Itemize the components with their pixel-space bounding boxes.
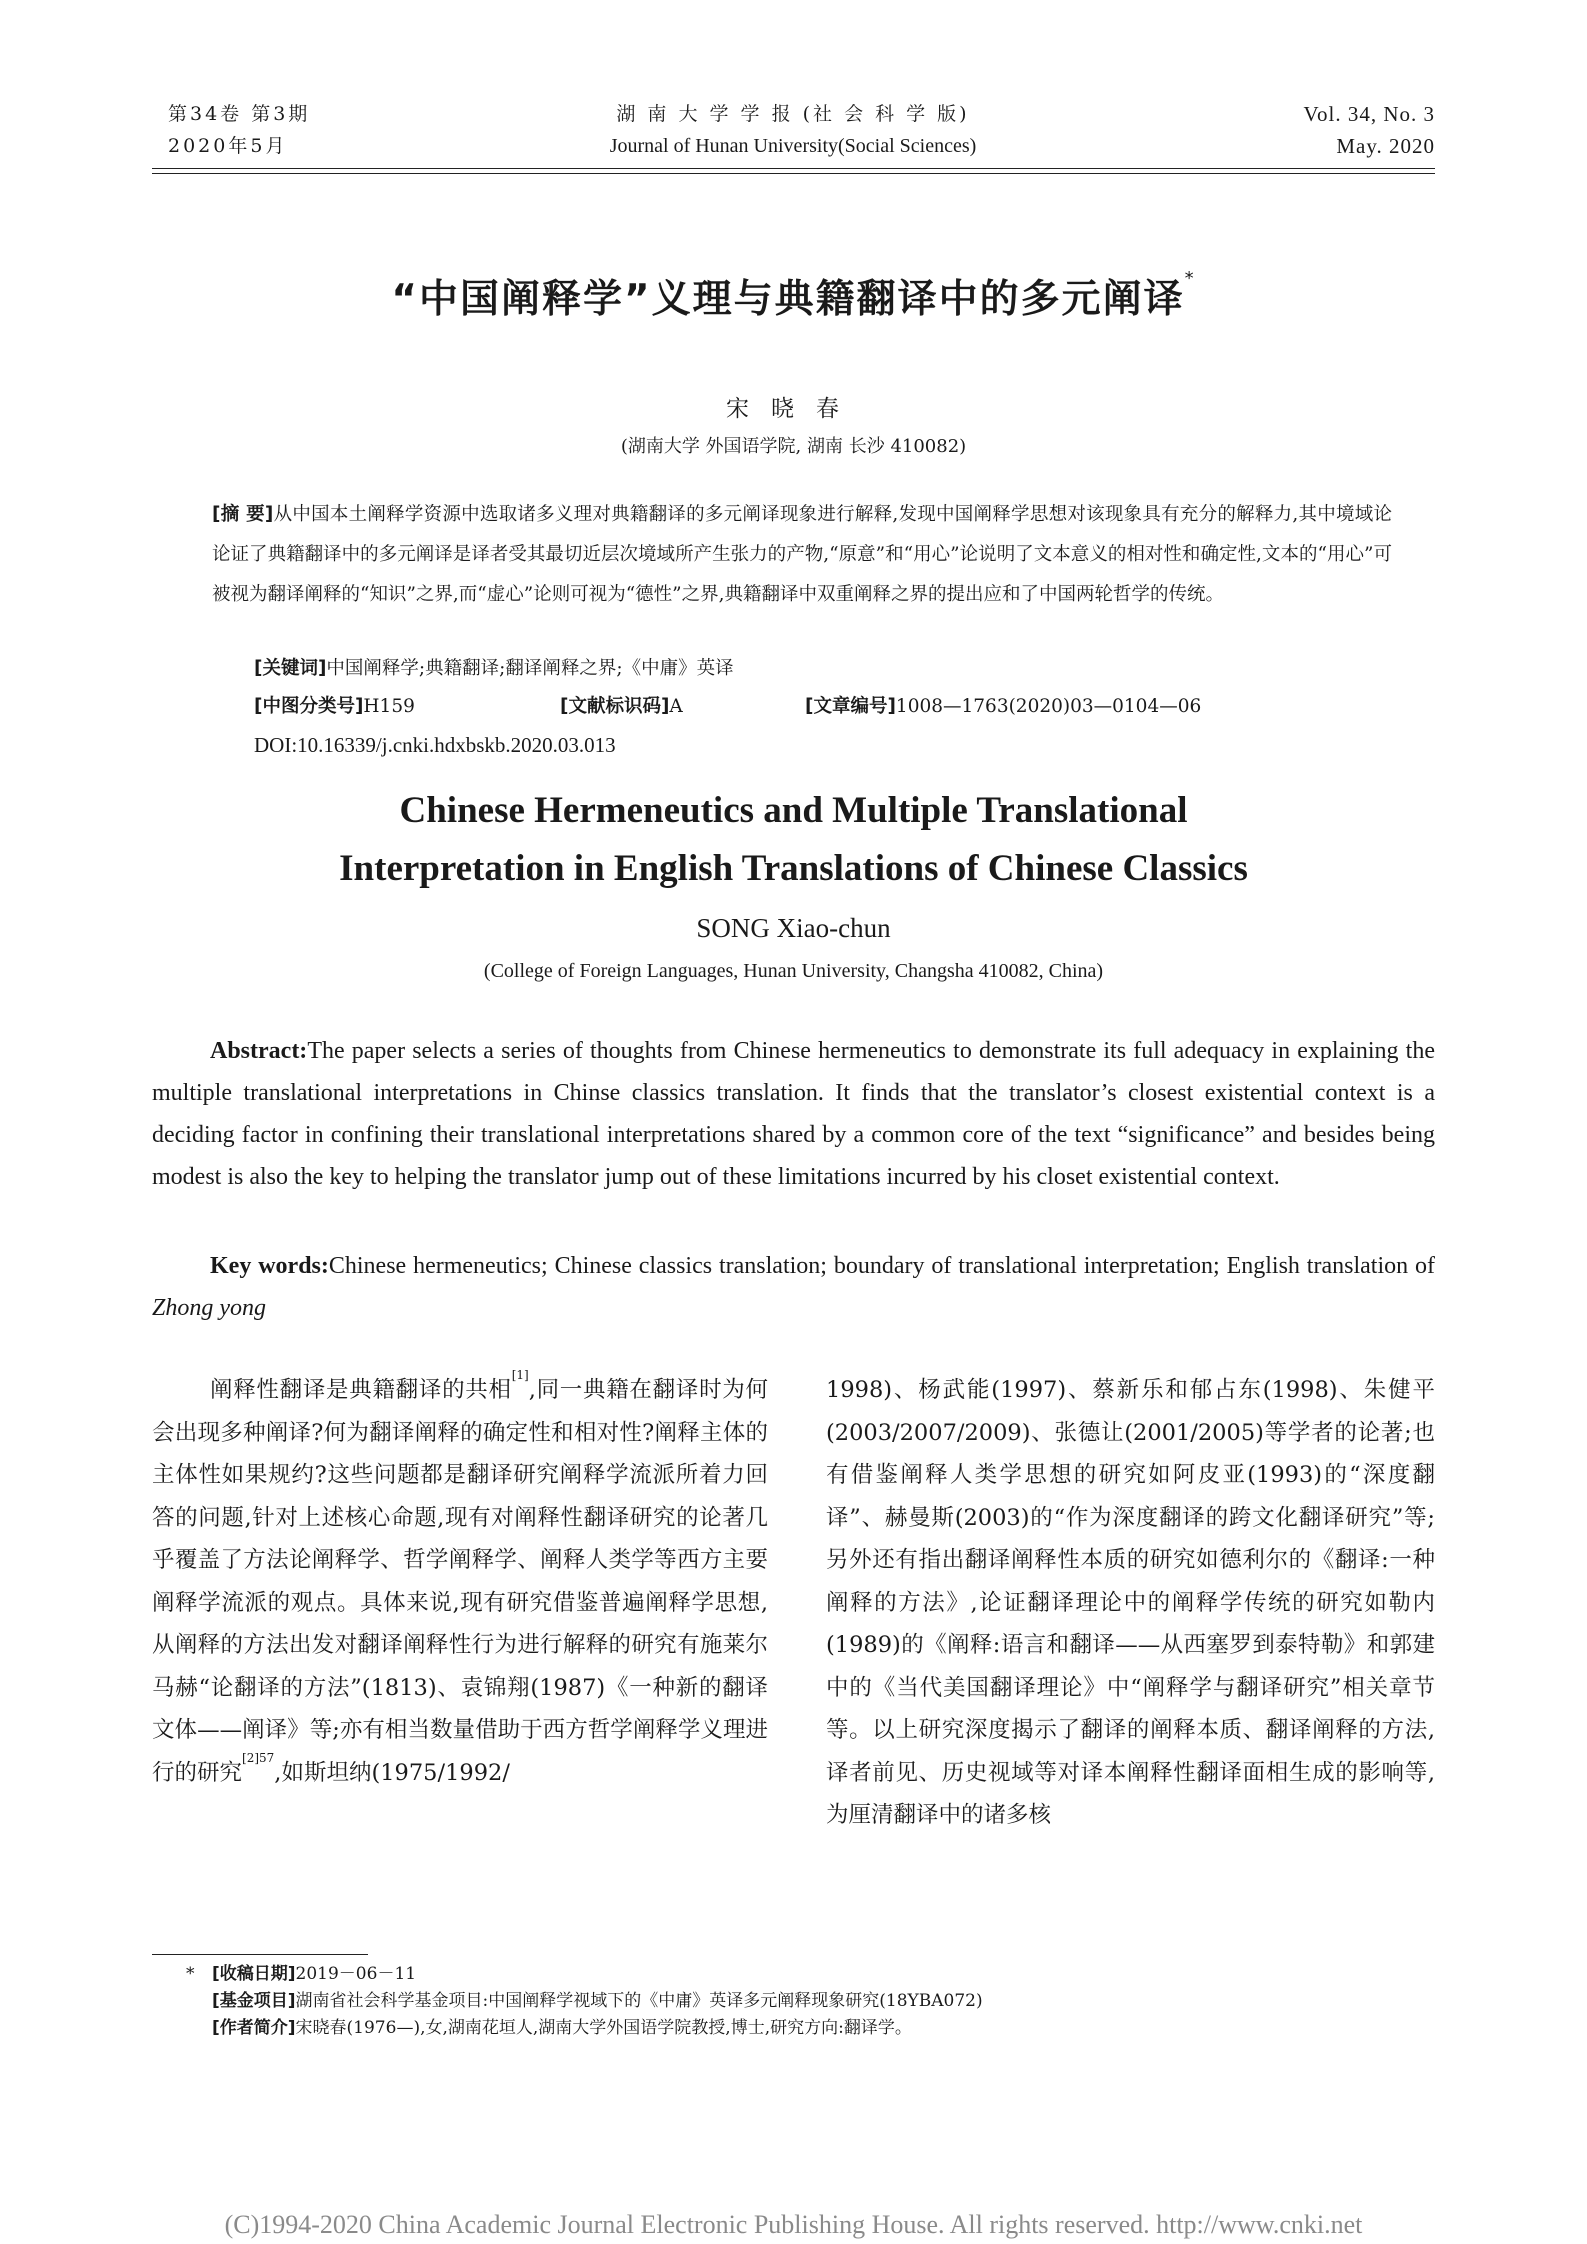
body-right-text: 1998)、杨武能(1997)、蔡新乐和郁占东(1998)、朱健平(2003/2007/2009)、张德让(2001/2005)等学者的论著;也有借鉴阐释人类学思想的研究如阿皮亚(1993)的“深度翻译”、赫曼斯(2003)的“作为深度翻译的跨文化翻译研究”等;另外还有指出翻译阐释性本质的研究如德利尔的《翻译:一种阐释的方法》,论证翻译理论中的阐释学传统的研究如勒内(1989)的《阐释:语言和翻译——从西塞罗到泰特勒》和郭建中的《当代美国翻译理论》中“阐释学与翻译研究”相关章节等。以上研究深度揭示了翻译的阐释本质、翻译阐释的方法,译者前见、历史视域等对译本阐释性翻译面相生成的影响等,为厘清翻译中的诸多核 — [826, 1377, 1435, 1828]
title-footnote-mark[interactable]: * — [1184, 268, 1196, 289]
keywords-cn-label: [关键词] — [254, 658, 327, 679]
header-rule-2 — [152, 173, 1435, 174]
fund-label: [基金项目] — [212, 1991, 296, 2011]
keywords-en-text: Chinese hermeneutics; Chinese classics translation; boundary of translational interpretation; English translation of — [328, 1253, 1435, 1279]
fund-value: 湖南省社会科学基金项目:中国阐释学视域下的《中庸》英译多元阐释现象研究(18YBA072) — [295, 1991, 983, 2011]
journal-name-en: Journal of Hunan University(Social Sciences) — [609, 135, 977, 157]
abstract-cn — [212, 495, 1392, 615]
article-number-row — [805, 689, 1201, 725]
footnote-received — [212, 1961, 416, 1988]
abstract-en — [152, 1030, 1435, 1198]
body-left-a: 阐释性翻译是典籍翻译的共相 — [210, 1377, 512, 1403]
footnote-rule — [152, 1954, 368, 1955]
volume-issue: 第34卷 第3期 — [168, 103, 311, 125]
header-rule — [152, 168, 1435, 169]
issue-date: 2020年5月 — [168, 135, 288, 157]
affiliation-en: (College of Foreign Languages, Hunan University, Changsha 410082, China) — [483, 960, 1104, 982]
article-number-value: 1008—1763(2020)03—0104—06 — [895, 696, 1202, 717]
body-left-c: ,如斯坦纳(1975/1992/ — [274, 1759, 510, 1786]
affiliation-cn: (湖南大学 外国语学院, 湖南 长沙 410082) — [620, 436, 967, 457]
doc-code-value: A — [669, 696, 683, 717]
title-en-line1: Chinese Hermeneutics and Multiple Translational — [399, 790, 1188, 831]
journal-issue-info-en — [1304, 98, 1435, 162]
body-column-left — [152, 1369, 768, 1794]
author-name-en: SONG Xiao-chun — [696, 913, 891, 943]
keywords-en — [152, 1245, 1435, 1329]
doc-code-row — [560, 689, 683, 725]
keywords-en-italic: Zhong yong — [152, 1295, 266, 1321]
keywords-cn — [254, 651, 734, 687]
clc-label: [中图分类号] — [254, 696, 364, 717]
body-left-b: ,同一典籍在翻译时为何会出现多种阐译?何为翻译阐释的确定性和相对性?阐释主体的主体性如果规约?这些问题都是翻译研究阐释学流派所着力回答的问题,针对上述核心命题,现有对阐释性翻译研究的论著几乎覆盖了方法论阐释学、哲学阐释学、阐释人类学等西方主要阐释学流派的观点。具体来说,现有研究借鉴普遍阐释学思想,从阐释的方法出发对翻译阐释性行为进行解释的研究有施莱尔马赫“论翻译的方法”(1813)、袁锦翔(1987)《一种新的翻译文体——阐译》等;亦有相当数量借助于西方哲学阐释学义理进行的研究 — [152, 1377, 768, 1786]
title-cn-text: “中国阐释学”义理与典籍翻译中的多元阐译 — [391, 277, 1185, 322]
abstract-en-label: Abstract: — [210, 1038, 308, 1064]
volume-issue-en: Vol. 34, No. 3 — [1303, 102, 1435, 126]
body-column-right — [826, 1369, 1435, 1837]
bio-label: [作者简介] — [212, 2018, 296, 2038]
abstract-cn-text: 从中国本土阐释学资源中选取诸多义理对典籍翻译的多元阐译现象进行解释,发现中国阐释学思想对该现象具有充分的解释力,其中境域论论证了典籍翻译中的多元阐译是译者受其最切近层次境域所产生张力的产物,“原意”和“用心”论说明了文本意义的相对性和确定性,文本的“用心”可被视为翻译阐释的“知识”之界,而“虚心”论则可视为“德性”之界,典籍翻译中双重阐释之界的提出应和了中国两轮哲学的传统。 — [212, 504, 1392, 605]
bio-value: 宋晓春(1976—),女,湖南花垣人,湖南大学外国语学院教授,博士,研究方向:翻译学。 — [295, 2018, 912, 2038]
citation-ref-1[interactable]: [1] — [511, 1368, 529, 1382]
classification-row — [254, 689, 415, 725]
keywords-en-label: Key words: — [210, 1253, 329, 1279]
footnote-author-bio — [212, 2015, 912, 2042]
citation-ref-2[interactable]: [2]57 — [242, 1750, 275, 1765]
keywords-cn-text: 中国阐释学;典籍翻译;翻译阐释之界;《中庸》英译 — [326, 658, 734, 679]
abstract-en-text: The paper selects a series of thoughts from Chinese hermeneutics to demonstrate its full adequacy in explaining the multiple translational interpretations in Chinse classics translation. It finds that the translator’s closest existential context is a deciding factor in confining their translational interpretations shared by a common core of the text “significance” and besides being modest is also the key to helping the translator jump out of these limitations incurred by his closet existential context. — [152, 1038, 1435, 1190]
clc-value: H159 — [363, 696, 415, 717]
journal-name — [443, 98, 1143, 162]
journal-name-cn: 湖 南 大 学 学 报 (社 会 科 学 版) — [616, 103, 970, 125]
title-en-line2: Interpretation in English Translations of Chinese Classics — [339, 848, 1248, 889]
doc-code-label: [文献标识码] — [560, 696, 670, 717]
article-title-en — [152, 782, 1435, 898]
received-label: [收稿日期] — [212, 1964, 296, 1984]
abstract-cn-label: [摘 要] — [212, 504, 274, 525]
footnote-fund — [212, 1988, 983, 2015]
doi[interactable]: DOI:10.16339/j.cnki.hdxbskb.2020.03.013 — [254, 733, 616, 757]
copyright-watermark: (C)1994-2020 China Academic Journal Electronic Publishing House. All rights reserved. http://www.cnki.net — [224, 2210, 1363, 2239]
received-value: 2019－06－11 — [295, 1964, 417, 1984]
issue-date-en: May. 2020 — [1336, 134, 1435, 158]
article-title-cn — [152, 268, 1435, 324]
article-number-label: [文章编号] — [805, 696, 896, 717]
journal-issue-info — [168, 98, 310, 162]
footnote-marker: * — [186, 1964, 195, 1984]
author-name-cn: 宋晓春 — [726, 396, 861, 422]
